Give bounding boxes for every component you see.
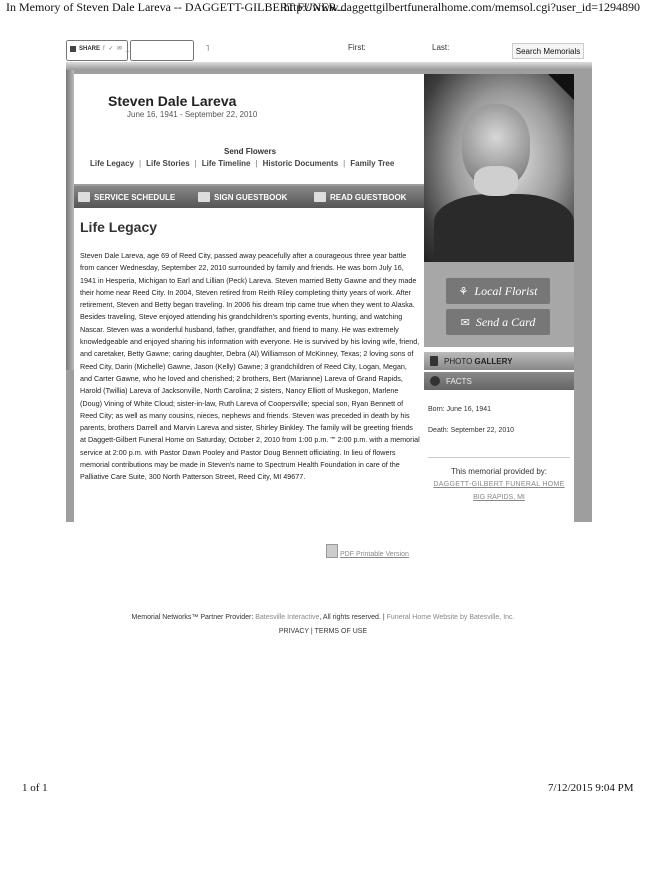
book-icon (314, 192, 326, 202)
pdf-icon (326, 544, 338, 558)
photo-label: PHOTO (444, 356, 475, 366)
last-name-input[interactable] (130, 40, 194, 61)
search-memorials-button[interactable]: Search Memorials (512, 43, 584, 59)
send-card-button[interactable] (446, 309, 550, 335)
print-header (6, 0, 640, 18)
born-date: Born: June 16, 1941 (428, 406, 492, 413)
website-credit-link[interactable]: Funeral Home Website by Batesville, Inc. (386, 614, 515, 621)
funeral-home-link[interactable]: DAGGETT-GILBERT FUNERAL HOME (433, 481, 565, 488)
cursor-mark-icon: ˥ (206, 44, 210, 53)
tab-sign-guestbook[interactable] (198, 192, 287, 202)
calendar-icon (78, 192, 90, 202)
print-title: In Memory of Steven Dale Lareva -- DAGGETT-GILBERT FUNER... (6, 0, 346, 14)
photo-gallery-label (444, 357, 512, 366)
facts-label: FACTS (446, 376, 472, 386)
footer-rights: , All rights reserved. | (319, 614, 387, 621)
print-url: http://www.daggettgilbertfuneralhome.com/memsol.cgi?user_id=1294890 (283, 0, 640, 14)
last-name-label: Last: (432, 43, 450, 52)
privacy-link[interactable]: PRIVACY (278, 628, 309, 635)
photo-gallery-link[interactable] (424, 352, 574, 370)
social-icons[interactable]: f ✓ ✉ _ (103, 46, 131, 52)
pen-icon (198, 192, 210, 202)
sidebar-divider (428, 457, 570, 458)
nav-family-tree[interactable]: Family Tree (350, 159, 395, 168)
flower-icon: ⚘ (458, 285, 469, 298)
camera-icon (430, 356, 438, 366)
obituary-text: Steven Dale Lareva, age 69 of Reed City, passed away peacefully after a courageous three year battle from cancer Wednesday, September 22, 2010 surrounded by family and friends. He was born July 16, 1941 in Hesperia, Michigan to Earl and Lillian (Peck) Lareva. Steven married Betty Gawne and they made their home near Reed City. In 2004, Steven retired from Reith Riley completing thirty years of work. After retirement, Steven and Betty began traveling. In 2006 his dream trip came true when they went to Alaska. Besides traveling, Steve enjoyed attending his grandchildren's sporting events, hunting, and watching Nascar. Steven was a wonderful husband, father, grandfather, and friend to many. He was extremely knowledgeable and enjoyed sharing his information with everyone. He is survived by his loving wife, friend, and caretaker, Betty Gawne; caring daughter, Debra (Al) Williamson of McKinney, Texas; 2 loving sons of Reed City, Darin (Michelle) Gawne, Jason (Kelly) Gawne; 3 grandchildren of Reed City, Logan, Megan, and Carter Gawne, who he loved and cherished; 2 brothers, Bert (Marianne) Lareva of Grand Rapids, Harold (Twillia) Lareva of Jacksonville, North Carolina; 2 sisters, Nancy Elliott of Muskegon, Marlene (Doug) Vining of White Cloud; sister-in-law, Ruth Lareva of Coopersville; special son, Ryan Bennett of Reed City; as well as many cousins, nieces, nephews and friends. Steven was preceded in death by his parents, brothers Darrell and Marvin Lareva and sister, Shirley Binkley. The family will be greeting friends at Daggett-Gilbert Funeral Home on Saturday, October 2, 2010 from 1:00 p.m. "" 2:00 p.m. with a memorial service at 2:00 p.m. with Pastor Dawn Pooley and Pastor Doug Bennett officiating. In lieu of flowers memorial contributions may be made in Steven's name to Spectrum Health Foundation in care of the Palliative Care Suite, 300 North Patterson Street, Reed City, MI 49677. (80, 251, 420, 482)
memorial-nav (90, 159, 394, 168)
header-band (66, 62, 592, 70)
pdf-link-label: PDF Printable Version (340, 551, 409, 558)
photo-corner (548, 74, 574, 100)
footer-links (0, 628, 646, 635)
tab-read-guestbook[interactable] (314, 192, 406, 202)
nav-historic-documents[interactable]: Historic Documents (262, 159, 339, 168)
share-label: SHARE (79, 45, 101, 52)
top-bar (66, 40, 588, 62)
nav-separator: | (255, 159, 258, 168)
memorial-name: Steven Dale Lareva (108, 93, 237, 109)
pdf-printable-link[interactable] (326, 544, 409, 558)
tab-label: SIGN GUESTBOOK (214, 192, 288, 202)
tab-label: READ GUESTBOOK (330, 192, 407, 202)
share-button[interactable] (70, 45, 130, 52)
tab-service-schedule[interactable] (78, 192, 175, 202)
send-flowers-link[interactable]: Send Flowers (224, 147, 277, 156)
terms-link[interactable]: TERMS OF USE (314, 628, 368, 635)
memorial-tabs (74, 186, 424, 208)
nav-separator: | (343, 159, 346, 168)
portrait-photo[interactable] (424, 74, 574, 262)
local-florist-label: Local Florist (474, 283, 538, 298)
photo-shirt (434, 194, 574, 262)
tab-label: SERVICE SCHEDULE (94, 192, 176, 202)
funeral-home-city[interactable]: BIG RAPIDS, MI (473, 494, 525, 501)
nav-separator: | (139, 159, 142, 168)
envelope-icon: ✉ (460, 316, 470, 329)
facts-link[interactable] (424, 372, 574, 390)
frame-left-edge (66, 70, 74, 370)
plus-icon (70, 46, 76, 52)
section-heading: Life Legacy (80, 219, 158, 235)
footer-prefix: Memorial Networks™ Partner Provider: (131, 614, 256, 621)
send-card-label: Send a Card (475, 314, 536, 329)
site-footer (0, 614, 646, 621)
death-date: Death: September 22, 2010 (428, 427, 515, 434)
provider-link[interactable]: Batesville Interactive (255, 614, 320, 621)
print-page-number: 1 of 1 (22, 782, 48, 794)
nav-separator: | (194, 159, 197, 168)
memorial-dates: June 16, 1941 - September 22, 2010 (127, 110, 258, 119)
footer-separator: | (308, 628, 315, 635)
provided-by: This memorial provided by: (450, 467, 548, 476)
info-icon (430, 376, 440, 386)
nav-life-stories[interactable]: Life Stories (146, 159, 190, 168)
photo-beard (474, 166, 518, 196)
local-florist-button[interactable] (446, 278, 550, 304)
first-name-label: First: (348, 43, 366, 52)
nav-life-legacy[interactable]: Life Legacy (90, 159, 135, 168)
gallery-label: GALLERY (474, 356, 513, 366)
nav-life-timeline[interactable]: Life Timeline (201, 159, 251, 168)
print-datetime: 7/12/2015 9:04 PM (548, 782, 634, 794)
